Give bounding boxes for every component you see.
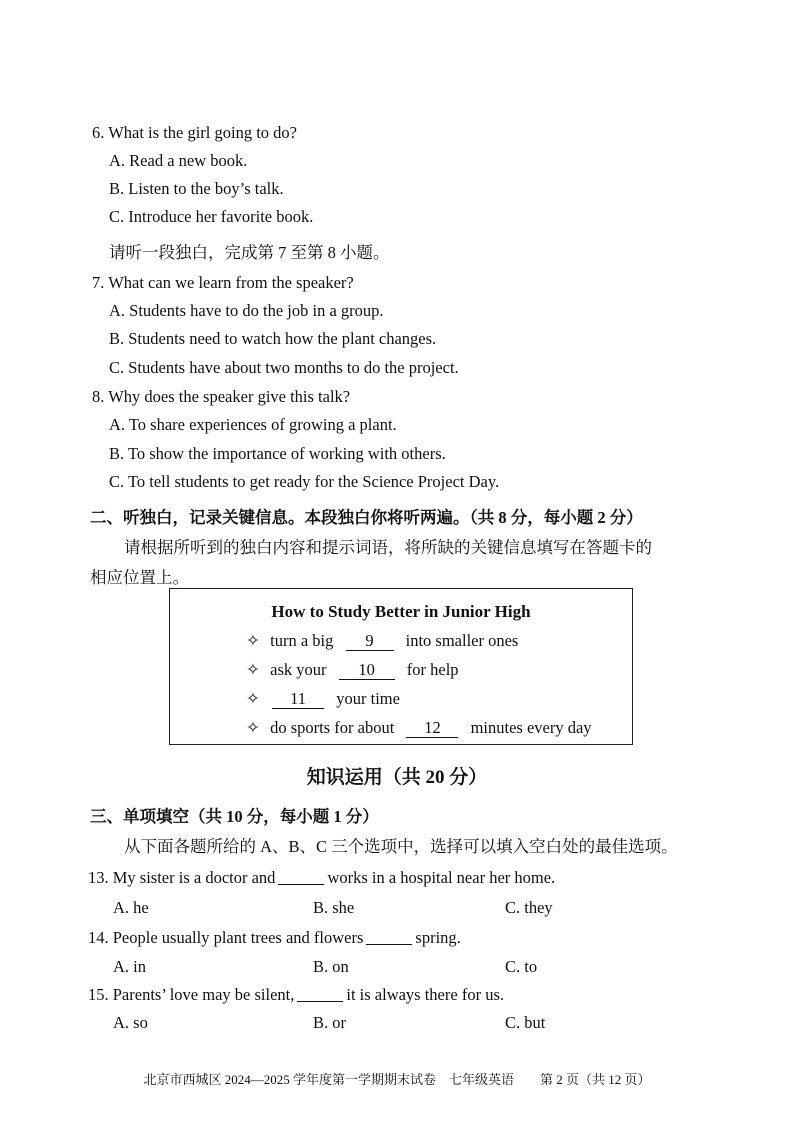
notes-item-11: [246, 688, 400, 710]
question-14-option-b: B. on: [313, 957, 349, 976]
question-13-option-b: B. she: [313, 898, 355, 917]
question-8-option-c: C. To tell students to get ready for the Science Project Day.: [109, 472, 500, 491]
notes-box: [169, 588, 633, 745]
notes-item-text: your time: [336, 689, 400, 708]
question-15-option-b: B. or: [313, 1013, 346, 1032]
answer-blank-9[interactable]: 9: [346, 632, 394, 651]
notes-item-text: minutes every day: [470, 718, 592, 737]
question-13-stem: 13. My sister is a doctor and works in a hospital near her home.: [88, 868, 556, 887]
section-3-instruction: 从下面各题所给的 A、B、C 三个选项中，选择可以填入空白处的最佳选项。: [124, 837, 678, 856]
diamond-bullet-icon: ✧: [246, 689, 260, 708]
question-14-option-a: A. in: [113, 957, 146, 976]
question-14-stem: 14. People usually plant trees and flowers spring.: [88, 928, 461, 947]
instruction-7-8: 请听一段独白，完成第 7 至第 8 小题。: [109, 243, 390, 262]
section-2-instruction-line1: 请根据所听到的独白内容和提示词语，将所缺的关键信息填写在答题卡的: [124, 538, 652, 557]
notes-item-text: ask your: [270, 660, 327, 679]
notes-item-12: [246, 717, 592, 739]
answer-blank-11[interactable]: 11: [272, 690, 324, 709]
question-7-option-a: A. Students have to do the job in a group.: [109, 301, 384, 320]
notes-item-10: [246, 659, 459, 681]
part-heading: 知识运用（共 20 分）: [306, 767, 488, 788]
section-2-heading: 二、听独白，记录关键信息。本段独白你将听两遍。（共 8 分，每小题 2 分）: [90, 508, 643, 527]
notes-item-9: [246, 630, 518, 652]
question-15-stem: 15. Parents’ love may be silent, it is always there for us.: [88, 985, 504, 1004]
answer-gap[interactable]: [366, 943, 412, 945]
question-6-option-a: A. Read a new book.: [109, 151, 248, 170]
section-2-instruction-line2: 相应位置上。: [90, 568, 189, 587]
notes-box-title: How to Study Better in Junior High: [271, 602, 531, 621]
question-6-option-b: B. Listen to the boy’s talk.: [109, 179, 284, 198]
question-14-option-c: C. to: [505, 957, 538, 976]
question-7-option-c: C. Students have about two months to do the project.: [109, 358, 459, 377]
section-3-heading: 三、单项填空（共 10 分，每小题 1 分）: [90, 807, 379, 826]
question-6-stem: 6. What is the girl going to do?: [92, 123, 298, 142]
question-7-stem: 7. What can we learn from the speaker?: [92, 273, 354, 292]
notes-item-text: into smaller ones: [405, 631, 519, 650]
page-footer: 北京市西城区 2024—2025 学年度第一学期期末试卷 七年级英语 第 2 页（共 12 页）: [143, 1072, 651, 1087]
notes-item-text: do sports for about: [270, 718, 395, 737]
answer-gap[interactable]: [297, 1000, 343, 1002]
question-8-option-b: B. To show the importance of working with others.: [109, 444, 446, 463]
answer-blank-12[interactable]: 12: [406, 719, 458, 738]
question-13-option-a: A. he: [113, 898, 149, 917]
question-7-option-b: B. Students need to watch how the plant changes.: [109, 329, 437, 348]
answer-blank-10[interactable]: 10: [339, 661, 395, 680]
notes-item-text: turn a big: [270, 631, 334, 650]
question-6-option-c: C. Introduce her favorite book.: [109, 207, 314, 226]
question-13-option-c: C. they: [505, 898, 553, 917]
question-8-stem: 8. Why does the speaker give this talk?: [92, 387, 351, 406]
question-8-option-a: A. To share experiences of growing a plant.: [109, 415, 397, 434]
question-15-option-c: C. but: [505, 1013, 546, 1032]
notes-item-text: for help: [406, 660, 459, 679]
question-15-option-a: A. so: [113, 1013, 148, 1032]
diamond-bullet-icon: ✧: [246, 660, 260, 679]
diamond-bullet-icon: ✧: [246, 631, 260, 650]
answer-gap[interactable]: [278, 883, 324, 885]
diamond-bullet-icon: ✧: [246, 718, 260, 737]
